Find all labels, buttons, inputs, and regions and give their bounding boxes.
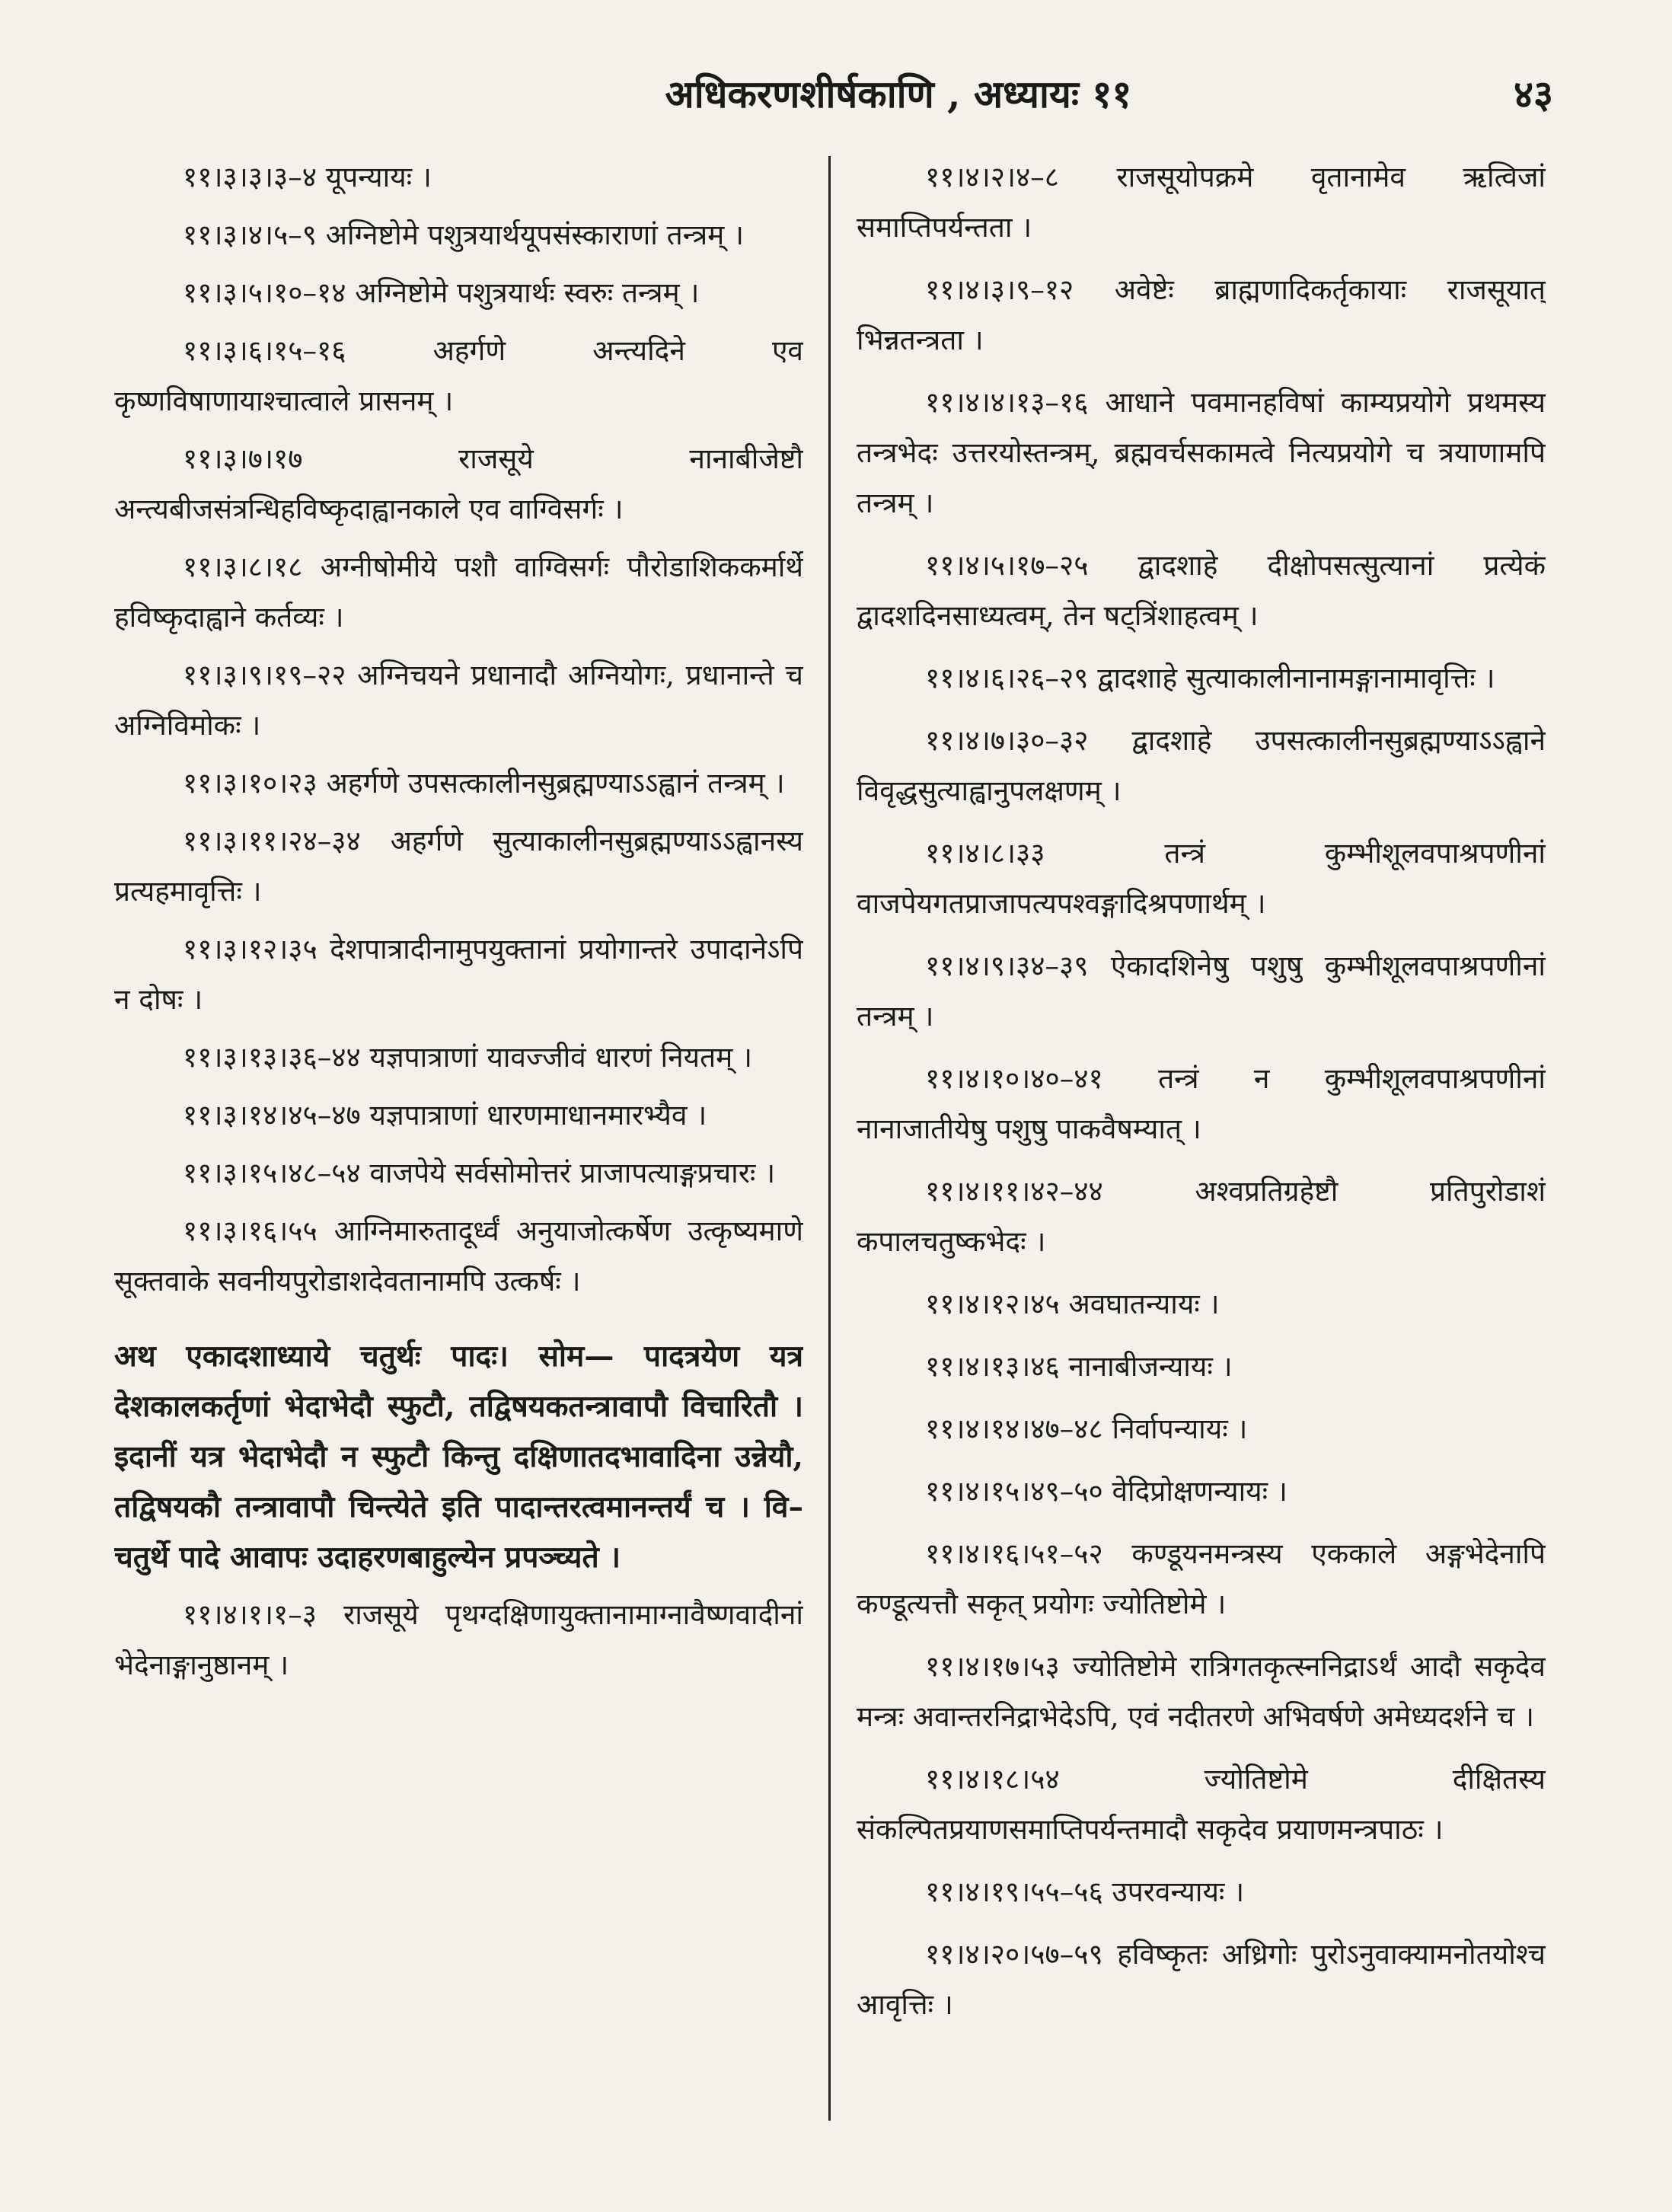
adhikarana-entry: ११।४।१८।५४ ज्योतिष्टोमे दीक्षितस्य संकल्पितप्रयाणसमाप्तिपर्यन्तमादौ सकृदेव प्रयाणमन्त्रपाठः । — [857, 1763, 1546, 1846]
adhikarana-entry: ११।३।८।१८ अग्नीषोमीये पशौ वाग्विसर्गः पौरोडाशिककर्मार्थे हविष्कृदाह्वाने कर्तव्यः । — [114, 551, 803, 634]
page-number: ४३ — [1514, 72, 1553, 117]
adhikarana-entry: ११।४।९।३४–३९ ऐकादशिनेषु पशुषु कुम्भीशूलवपाश्रपणीनां तन्त्रम् । — [857, 950, 1546, 1033]
adhikarana-entry: ११।४।८।३३ तन्त्रं कुम्भीशूलवपाश्रपणीनां वाजपेयगतप्राजापत्यपश्वङ्गादिश्रपणार्थम् । — [857, 837, 1546, 920]
running-header-title: अधिकरणशीर्षकाणि , अध्यायः ११ — [665, 72, 1132, 117]
adhikarana-entry: ११।३।१५।४८–५४ वाजपेये सर्वसोमोत्तरं प्राजापत्याङ्गप्रचारः । — [183, 1157, 776, 1189]
adhikarana-entry: ११।३।९।१९–२२ अग्निचयने प्रधानादौ अग्नियोगः, प्रधानान्ते च अग्निविमोकः । — [114, 659, 803, 742]
adhikarana-entry: ११।३।१६।५५ आग्निमारुतादूर्ध्वं अनुयाजोत्कर्षेण उत्कृष्यमाणे सूक्तवाके सवनीयपुरोडाशदेवतानामपि उत्कर्षः । — [114, 1215, 803, 1298]
adhikarana-entry: ११।३।११।२४–३४ अहर्गणे सुत्याकालीनसुब्रह्मण्याऽऽह्वानस्य प्रत्यहमावृत्तिः । — [114, 825, 803, 908]
adhikarana-entry: ११।३।१२।३५ देशपात्रादीनामुपयुक्तानां प्रयोगान्तरे उपादानेऽपि न दोषः । — [114, 933, 803, 1016]
adhikarana-entry: ११।४।१।१–३ राजसूये पृथग्दक्षिणायुक्तानामाग्नावैष्णवादीनां भेदेनाङ्गानुष्ठानम् । — [114, 1598, 803, 1681]
adhikarana-entry: ११।३।१३।३६–४४ यज्ञपात्राणां यावज्जीवं धारणं नियतम् । — [183, 1041, 753, 1074]
adhikarana-entry: ११।४।१०।४०–४१ तन्त्रं न कुम्भीशूलवपाश्रपणीनां नानाजातीयेषु पशुषु पाकवैषम्यात् । — [857, 1062, 1546, 1145]
left-column — [114, 152, 803, 2178]
adhikarana-entry: ११।४।१३।४६ नानाबीजन्यायः । — [925, 1350, 1233, 1383]
adhikarana-entry: ११।३।३।३–४ यूपन्यायः । — [183, 161, 432, 193]
column-divider — [828, 156, 831, 2121]
adhikarana-entry: ११।३।१०।२३ अहर्गणे उपसत्कालीनसुब्रह्मण्याऽऽह्वानं तन्त्रम् । — [183, 767, 785, 800]
right-column — [857, 152, 1546, 2178]
adhikarana-entry: ११।३।५।१०–१४ अग्निष्टोमे पशुत्रयार्थः स्वरुः तन्त्रम् । — [183, 276, 700, 309]
adhikarana-entry: ११।४।१५।४९–५० वेदिप्रोक्षणन्यायः । — [925, 1475, 1288, 1508]
adhikarana-entry: ११।३।६।१५–१६ अहर्गणे अन्त्यदिने एव कृष्णविषाणायाश्चात्वाले प्रासनम् । — [114, 334, 803, 417]
adhikarana-entry: ११।४।१९।५५–५६ उपरवन्यायः । — [925, 1875, 1245, 1908]
section-heading-paragraph: अथ एकादशाध्याये चतुर्थः पादः। सोम— पादत्रयेण यत्र देशकालकर्तृणां भेदाभेदौ स्फुटौ, तद्विषयकतन्त्रावापौ विचारितौ । इदानीं यत्र भेदाभेदौ न स्फुटौ किन्तु दक्षिणातदभावादिना उन्नेयौ, तद्विषयकौ तन्त्रावापौ चिन्त्येते इति पादान्तरत्वमानन्तर्यं च । वि– चतुर्थे पादे आवापः उदाहरणबाहुल्येन प्रपञ्च्यते । — [114, 1339, 803, 1575]
adhikarana-entry: ११।४।७।३०–३२ द्वादशाहे उपसत्कालीनसुब्रह्मण्याऽऽह्वाने विवृद्धसुत्याह्वानुपलक्षणम् । — [857, 724, 1546, 807]
adhikarana-entry: ११।४।१६।५१–५२ कण्डूयनमन्त्रस्य एककाले अङ्गभेदेनापि कण्डूत्यत्तौ सकृत् प्रयोगः ज्योतिष्टोमे । — [857, 1537, 1546, 1620]
adhikarana-entry: ११।४।२।४–८ राजसूयोपक्रमे वृतानामेव ऋत्विजां समाप्तिपर्यन्तता । — [857, 161, 1546, 244]
page-header — [0, 64, 1672, 125]
adhikarana-entry: ११।४।६।२६–२९ द्वादशाहे सुत्याकालीनानामङ्गानामावृत्तिः । — [925, 662, 1495, 694]
adhikarana-entry: ११।४।१२।४५ अवघातन्यायः । — [925, 1288, 1220, 1320]
adhikarana-entry: ११।४।४।१३–१६ आधाने पवमानहविषां काम्यप्रयोगे प्रथमस्य तन्त्रभेदः उत्तरयोस्तन्त्रम्, ब्रह्मवर्चसकामत्वे नित्यप्रयोगे च त्रयाणामपि तन्त्रम् । — [857, 386, 1546, 519]
adhikarana-entry: ११।४।५।१७–२५ द्वादशाहे दीक्षोपसत्सुत्यानां प्रत्येकं द्वादशदिनसाध्यत्वम्, तेन षट्त्रिंशाहत्वम् । — [857, 549, 1546, 632]
adhikarana-entry: ११।३।७।१७ राजसूये नानाबीजेष्टौ अन्त्यबीजसंत्रन्धिहविष्कृदाह्वानकाले एव वाग्विसर्गः । — [114, 442, 803, 525]
adhikarana-entry: ११।४।१४।४७–४८ निर्वापन्यायः । — [925, 1412, 1248, 1445]
adhikarana-entry: ११।३।१४।४५–४७ यज्ञपात्राणां धारणमाधानमारभ्यैव । — [183, 1099, 707, 1132]
adhikarana-entry: ११।३।४।५–९ अग्निष्टोमे पशुत्रयार्थयूपसंस्काराणां तन्त्रम् । — [183, 219, 745, 251]
adhikarana-entry: ११।४।३।९–१२ अवेष्टेः ब्राह्मणादिकर्तृकायाः राजसूयात् भिन्नतन्त्रता । — [857, 273, 1546, 356]
adhikarana-entry: ११।४।१७।५३ ज्योतिष्टोमे रात्रिगतकृत्स्ननिद्राऽर्थं आदौ सकृदेव मन्त्रः अवान्तरनिद्राभेदेऽपि, एवं नदीतरणे अभिवर्षणे अमेध्यदर्शने च । — [857, 1650, 1546, 1733]
adhikarana-entry: ११।४।२०।५७–५९ हविष्कृतः अध्रिगोः पुरोऽनुवाक्यामनोतयोश्च आवृत्तिः । — [857, 1938, 1546, 2021]
adhikarana-entry: ११।४।११।४२–४४ अश्वप्रतिग्रहेष्टौ प्रतिपुरोडाशं कपालचतुष्कभेदः । — [857, 1175, 1546, 1258]
